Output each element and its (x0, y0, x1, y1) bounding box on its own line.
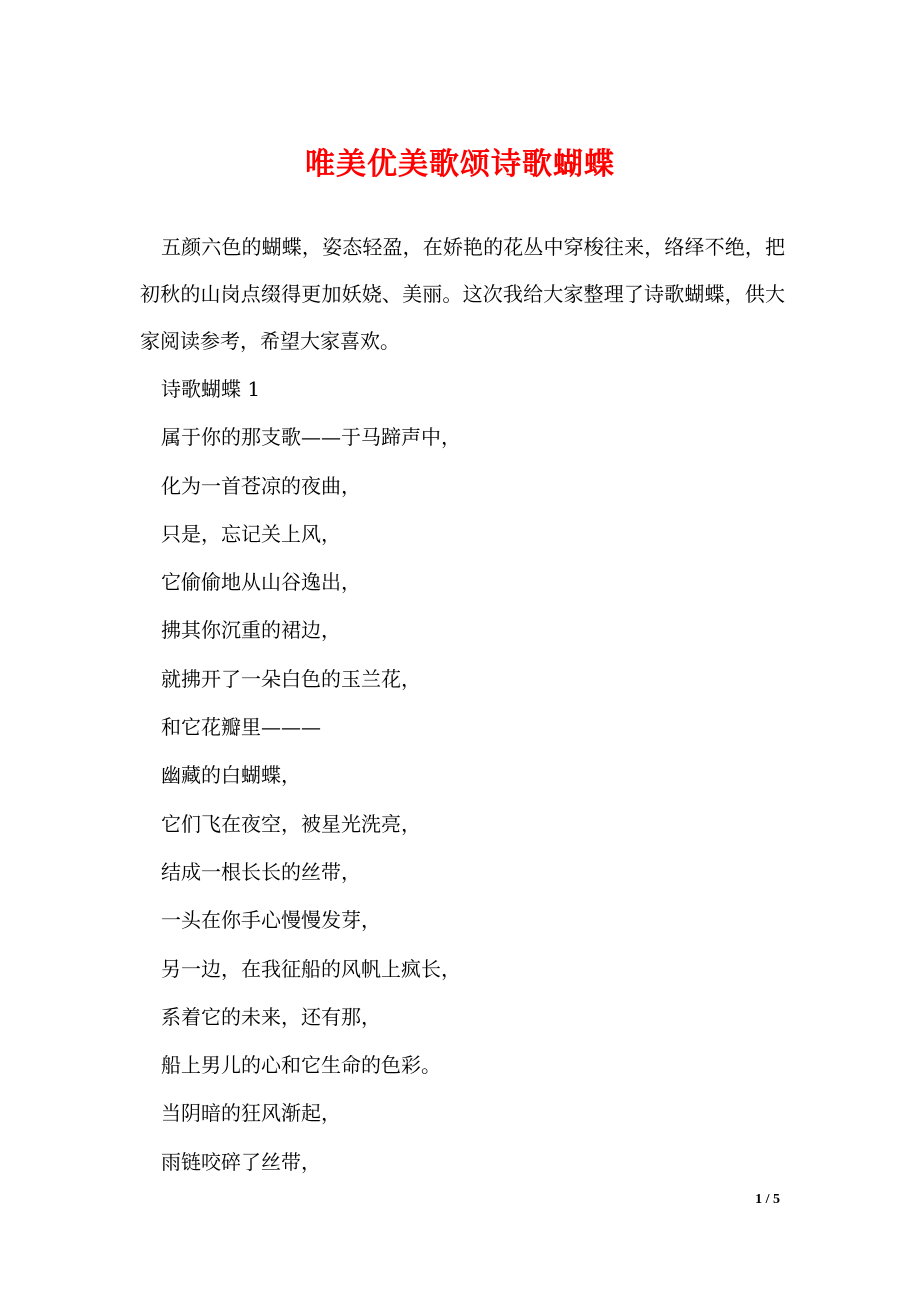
poem-line: 和它花瓣里——— (161, 715, 321, 740)
poem-line: 幽藏的白蝴蝶， (161, 763, 301, 788)
intro-paragraph: 五颜六色的蝴蝶，姿态轻盈，在娇艳的花丛中穿梭往来，络绎不绝，把初秋的山岗点缀得更加妖娆、美丽。这次我给大家整理了诗歌蝴蝶，供大家阅读参考，希望大家喜欢。 (140, 235, 785, 353)
poem-line: 一头在你手心慢慢发芽， (161, 908, 381, 933)
poem-line: 雨链咬碎了丝带， (161, 1149, 321, 1174)
poem-line: 当阴暗的狂风渐起， (161, 1101, 341, 1126)
poem-line: 系着它的未来，还有那， (161, 1004, 381, 1029)
poem-line: 另一边，在我征船的风帆上疯长， (161, 956, 461, 981)
poem-line: 只是，忘记关上风， (161, 521, 341, 546)
poem-line: 就拂开了一朵白色的玉兰花， (161, 666, 421, 691)
poem-line: 化为一首苍凉的夜曲， (161, 473, 361, 498)
poem-line: 它们飞在夜空，被星光洗亮， (161, 811, 421, 836)
poem-line: 属于你的那支歌——于马蹄声中， (161, 425, 461, 450)
page-number: 1 / 5 (755, 1192, 780, 1207)
poem-body (161, 365, 781, 1186)
poem-line: 船上男儿的心和它生命的色彩。 (161, 1053, 441, 1078)
poem-line: 结成一根长长的丝带， (161, 859, 361, 884)
poem-line: 它偷偷地从山谷逸出， (161, 570, 361, 595)
section-heading: 诗歌蝴蝶 1 (161, 377, 261, 401)
document-title: 唯美优美歌颂诗歌蝴蝶 (305, 147, 615, 182)
poem-line: 拂其你沉重的裙边， (161, 618, 341, 643)
